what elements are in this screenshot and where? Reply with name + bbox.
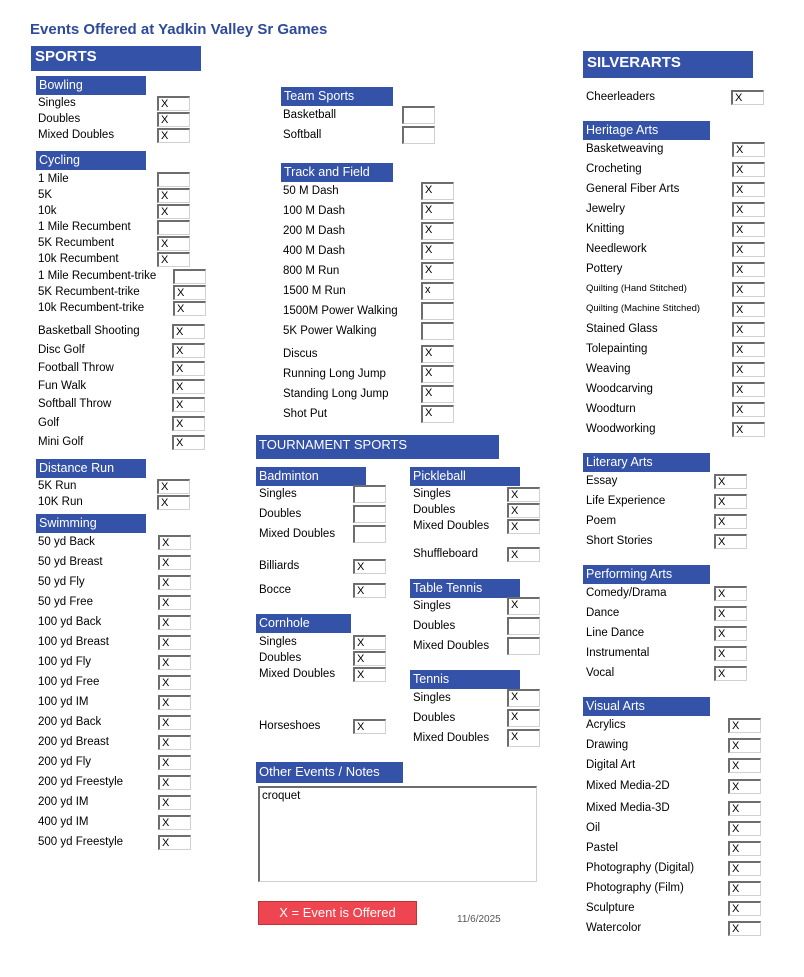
track-field-1500-m-run-label: 1500 M Run (283, 285, 346, 297)
heritage-arts-weaving-checkbox[interactable]: X (732, 362, 765, 377)
performing-arts-vocal-label: Vocal (586, 667, 615, 679)
visual-arts-photography-digital-label: Photography (Digital) (586, 862, 695, 874)
distance-run-10k-run-label: 10K Run (38, 496, 83, 508)
heritage-arts-knitting-label: Knitting (586, 223, 625, 235)
track-field-200-m-dash-label: 200 M Dash (283, 225, 346, 237)
shuffleboard-shuffleboard-checkbox[interactable]: X (507, 547, 540, 562)
bowling-singles-checkbox[interactable]: X (157, 96, 190, 111)
literary-arts-header: Literary Arts (583, 453, 710, 472)
track-field-5k-power-walking-label: 5K Power Walking (283, 325, 377, 337)
cycling-10k-checkbox[interactable]: X (157, 204, 190, 219)
cycling-1-mile-recumbent-checkbox[interactable] (157, 220, 190, 235)
misc-sports-softball-throw-label: Softball Throw (38, 398, 112, 410)
visual-arts-pastel-checkbox[interactable]: X (728, 841, 761, 856)
cycling-10k-label: 10k (38, 205, 57, 217)
misc-sports-fun-walk-checkbox[interactable]: X (172, 379, 205, 394)
billiards-bocce-bocce-checkbox[interactable]: X (353, 583, 386, 598)
track-field-1500m-power-walking-checkbox[interactable] (421, 302, 454, 320)
swimming-100-yd-back-label: 100 yd Back (38, 616, 102, 628)
heritage-arts-general-fiber-arts-label: General Fiber Arts (586, 183, 680, 195)
swimming-200-yd-back-checkbox[interactable]: X (158, 715, 191, 730)
performing-arts-header: Performing Arts (583, 565, 710, 584)
cycling-10k-recumbent-trike-label: 10k Recumbent-trike (38, 302, 145, 314)
cornhole-mixed-doubles-label: Mixed Doubles (259, 668, 336, 680)
pickleball-doubles-label: Doubles (413, 504, 456, 516)
visual-arts-header: Visual Arts (583, 697, 710, 716)
badminton-mixed-doubles-checkbox[interactable] (353, 525, 386, 543)
misc-sports-basketball-shooting-label: Basketball Shooting (38, 325, 140, 337)
heritage-arts-woodworking-checkbox[interactable]: X (732, 422, 765, 437)
cornhole-singles-label: Singles (259, 636, 297, 648)
track-field-running-long-jump-label: Running Long Jump (283, 368, 386, 380)
heritage-arts-quilting-hand-stitched-label: Quilting (Hand Stitched) (586, 283, 687, 294)
misc-sports-golf-checkbox[interactable]: X (172, 416, 205, 431)
badminton-singles-checkbox[interactable] (353, 485, 386, 503)
table-tennis-singles-label: Singles (413, 600, 451, 612)
document-date: 11/6/2025 (457, 914, 501, 925)
track-field-100-m-dash-checkbox[interactable]: X (421, 202, 454, 220)
misc-sports-football-throw-checkbox[interactable]: X (172, 361, 205, 376)
billiards-bocce-bocce-label: Bocce (259, 584, 291, 596)
billiards-bocce-billiards-checkbox[interactable]: X (353, 559, 386, 574)
cycling-1-mile-recumbent-trike-label: 1 Mile Recumbent-trike (38, 270, 157, 282)
heritage-arts-jewelry-checkbox[interactable]: X (732, 202, 765, 217)
swimming-50-yd-back-label: 50 yd Back (38, 536, 95, 548)
notes-header: Other Events / Notes (256, 762, 403, 783)
badminton-mixed-doubles-label: Mixed Doubles (259, 528, 336, 540)
swimming-200-yd-fly-checkbox[interactable]: X (158, 755, 191, 770)
pickleball-mixed-doubles-label: Mixed Doubles (413, 520, 490, 532)
misc-sports-mini-golf-checkbox[interactable]: X (172, 435, 205, 450)
swimming-50-yd-fly-checkbox[interactable]: X (158, 575, 191, 590)
cycling-10k-recumbent-label: 10k Recumbent (38, 253, 119, 265)
distance-run-header: Distance Run (36, 459, 146, 478)
track-field-discus-label: Discus (283, 348, 318, 360)
visual-arts-drawing-label: Drawing (586, 739, 629, 751)
distance-run-5k-run-label: 5K Run (38, 480, 77, 492)
track-field-200-m-dash-checkbox[interactable]: X (421, 222, 454, 240)
swimming-200-yd-freestyle-checkbox[interactable]: X (158, 775, 191, 790)
swimming-100-yd-breast-checkbox[interactable]: X (158, 635, 191, 650)
track-field-50-m-dash-checkbox[interactable]: X (421, 182, 454, 200)
sports-header: SPORTS (31, 46, 201, 71)
notes-field[interactable]: croquet (258, 786, 537, 882)
swimming-200-yd-back-label: 200 yd Back (38, 716, 102, 728)
track-field-shot-put-label: Shot Put (283, 408, 328, 420)
misc-sports-disc-golf-checkbox[interactable]: X (172, 343, 205, 358)
swimming-50-yd-free-checkbox[interactable]: X (158, 595, 191, 610)
bowling-mixed-doubles-label: Mixed Doubles (38, 129, 115, 141)
swimming-100-yd-im-checkbox[interactable]: X (158, 695, 191, 710)
literary-arts-short-stories-checkbox[interactable]: X (714, 534, 747, 549)
bowling-singles-label: Singles (38, 97, 76, 109)
visual-arts-watercolor-label: Watercolor (586, 922, 642, 934)
heritage-arts-woodturn-label: Woodturn (586, 403, 636, 415)
tennis-mixed-doubles-checkbox[interactable]: X (507, 729, 540, 747)
table-tennis-doubles-label: Doubles (413, 620, 456, 632)
page-title: Events Offered at Yadkin Valley Sr Games (30, 21, 328, 38)
track-field-header: Track and Field (281, 163, 393, 182)
bowling-header: Bowling (36, 76, 146, 95)
heritage-arts-woodcarving-label: Woodcarving (586, 383, 653, 395)
cycling-1-mile-label: 1 Mile (38, 173, 69, 185)
cornhole-doubles-label: Doubles (259, 652, 302, 664)
performing-arts-line-dance-label: Line Dance (586, 627, 645, 639)
cornhole-doubles-checkbox[interactable]: X (353, 651, 386, 666)
track-field-running-long-jump-checkbox[interactable]: X (421, 365, 454, 383)
heritage-arts-weaving-label: Weaving (586, 363, 631, 375)
swimming-header: Swimming (36, 514, 146, 533)
performing-arts-line-dance-checkbox[interactable]: X (714, 626, 747, 641)
swimming-50-yd-breast-label: 50 yd Breast (38, 556, 103, 568)
swimming-200-yd-fly-label: 200 yd Fly (38, 756, 92, 768)
team-sports-softball-label: Softball (283, 129, 322, 141)
visual-arts-digital-art-checkbox[interactable]: X (728, 758, 761, 773)
cycling-1-mile-checkbox[interactable] (157, 172, 190, 187)
performing-arts-comedy-drama-checkbox[interactable]: X (714, 586, 747, 601)
cycling-5k-recumbent-trike-checkbox[interactable]: X (173, 285, 206, 300)
literary-arts-poem-label: Poem (586, 515, 617, 527)
heritage-arts-basketweaving-label: Basketweaving (586, 143, 664, 155)
visual-arts-oil-checkbox[interactable]: X (728, 821, 761, 836)
heritage-arts-jewelry-label: Jewelry (586, 203, 625, 215)
performing-arts-instrumental-label: Instrumental (586, 647, 650, 659)
misc-sports-disc-golf-label: Disc Golf (38, 344, 85, 356)
table-tennis-mixed-doubles-label: Mixed Doubles (413, 640, 490, 652)
horseshoes-horseshoes-checkbox[interactable]: X (353, 719, 386, 734)
swimming-200-yd-im-label: 200 yd IM (38, 796, 89, 808)
swimming-50-yd-breast-checkbox[interactable]: X (158, 555, 191, 570)
visual-arts-mixed-media-3d-label: Mixed Media-3D (586, 802, 670, 814)
swimming-200-yd-im-checkbox[interactable]: X (158, 795, 191, 810)
misc-sports-football-throw-label: Football Throw (38, 362, 114, 374)
badminton-header: Badminton (256, 467, 366, 486)
swimming-50-yd-free-label: 50 yd Free (38, 596, 93, 608)
heritage-arts-general-fiber-arts-checkbox[interactable]: X (732, 182, 765, 197)
track-field-discus-checkbox[interactable]: X (421, 345, 454, 363)
heritage-arts-woodcarving-checkbox[interactable]: X (732, 382, 765, 397)
literary-arts-essay-label: Essay (586, 475, 618, 487)
cycling-header: Cycling (36, 151, 146, 170)
visual-arts-oil-label: Oil (586, 822, 601, 834)
swimming-100-yd-free-checkbox[interactable]: X (158, 675, 191, 690)
team-sports-basketball-checkbox[interactable] (402, 106, 435, 124)
swimming-100-yd-free-label: 100 yd Free (38, 676, 100, 688)
pickleball-singles-label: Singles (413, 488, 451, 500)
legend-offered: X = Event is Offered (258, 901, 417, 925)
tennis-doubles-checkbox[interactable]: X (507, 709, 540, 727)
pickleball-doubles-checkbox[interactable]: X (507, 503, 540, 518)
cycling-5k-recumbent-trike-label: 5K Recumbent-trike (38, 286, 140, 298)
visual-arts-drawing-checkbox[interactable]: X (728, 738, 761, 753)
visual-arts-acrylics-label: Acrylics (586, 719, 626, 731)
visual-arts-watercolor-checkbox[interactable]: X (728, 921, 761, 936)
visual-arts-mixed-media-2d-checkbox[interactable]: X (728, 779, 761, 794)
literary-arts-short-stories-label: Short Stories (586, 535, 653, 547)
pickleball-singles-checkbox[interactable]: X (507, 487, 540, 502)
visual-arts-sculpture-label: Sculpture (586, 902, 635, 914)
tennis-singles-label: Singles (413, 692, 451, 704)
heritage-arts-knitting-checkbox[interactable]: X (732, 222, 765, 237)
heritage-arts-woodworking-label: Woodworking (586, 423, 656, 435)
performing-arts-instrumental-checkbox[interactable]: X (714, 646, 747, 661)
bowling-mixed-doubles-checkbox[interactable]: X (157, 128, 190, 143)
visual-arts-acrylics-checkbox[interactable]: X (728, 718, 761, 733)
badminton-doubles-checkbox[interactable] (353, 505, 386, 523)
swimming-200-yd-breast-checkbox[interactable]: X (158, 735, 191, 750)
visual-arts-mixed-media-3d-checkbox[interactable]: X (728, 801, 761, 816)
table-tennis-singles-checkbox[interactable]: X (507, 597, 540, 615)
tournament-sports-header: TOURNAMENT SPORTS (256, 435, 499, 459)
swimming-50-yd-back-checkbox[interactable]: X (158, 535, 191, 550)
misc-sports-mini-golf-label: Mini Golf (38, 436, 84, 448)
swimming-200-yd-breast-label: 200 yd Breast (38, 736, 109, 748)
visual-arts-pastel-label: Pastel (586, 842, 618, 854)
cycling-10k-recumbent-trike-checkbox[interactable]: X (173, 301, 206, 316)
cornhole-mixed-doubles-checkbox[interactable]: X (353, 667, 386, 682)
table-tennis-doubles-checkbox[interactable] (507, 617, 540, 635)
cycling-5k-label: 5K (38, 189, 53, 201)
literary-arts-essay-checkbox[interactable]: X (714, 474, 747, 489)
tennis-singles-checkbox[interactable]: X (507, 689, 540, 707)
team-sports-basketball-label: Basketball (283, 109, 337, 121)
visual-arts-photography-film-label: Photography (Film) (586, 882, 684, 894)
cycling-5k-recumbent-checkbox[interactable]: X (157, 236, 190, 251)
swimming-100-yd-back-checkbox[interactable]: X (158, 615, 191, 630)
cornhole-header: Cornhole (256, 614, 351, 633)
visual-arts-mixed-media-2d-label: Mixed Media-2D (586, 780, 670, 792)
track-field-50-m-dash-label: 50 M Dash (283, 185, 339, 197)
heritage-arts-stained-glass-label: Stained Glass (586, 323, 658, 335)
misc-sports-basketball-shooting-checkbox[interactable]: X (172, 324, 205, 339)
swimming-100-yd-fly-label: 100 yd Fly (38, 656, 92, 668)
visual-arts-sculpture-checkbox[interactable]: X (728, 901, 761, 916)
heritage-arts-quilting-machine-stitched-label: Quilting (Machine Stitched) (586, 303, 701, 314)
track-field-1500m-power-walking-label: 1500M Power Walking (283, 305, 398, 317)
badminton-singles-label: Singles (259, 488, 297, 500)
distance-run-5k-run-checkbox[interactable]: X (157, 479, 190, 494)
cycling-5k-checkbox[interactable]: X (157, 188, 190, 203)
swimming-400-yd-im-checkbox[interactable]: X (158, 815, 191, 830)
cycling-10k-recumbent-checkbox[interactable]: X (157, 252, 190, 267)
tennis-mixed-doubles-label: Mixed Doubles (413, 732, 490, 744)
heritage-arts-crocheting-label: Crocheting (586, 163, 642, 175)
heritage-arts-basketweaving-checkbox[interactable]: X (732, 142, 765, 157)
track-field-standing-long-jump-label: Standing Long Jump (283, 388, 389, 400)
cheerleaders-cheerleaders-label: Cheerleaders (586, 91, 656, 103)
performing-arts-vocal-checkbox[interactable]: X (714, 666, 747, 681)
performing-arts-dance-checkbox[interactable]: X (714, 606, 747, 621)
heritage-arts-quilting-machine-stitched-checkbox[interactable]: X (732, 302, 765, 317)
table-tennis-mixed-doubles-checkbox[interactable] (507, 637, 540, 655)
horseshoes-horseshoes-label: Horseshoes (259, 720, 321, 732)
bowling-doubles-label: Doubles (38, 113, 81, 125)
swimming-100-yd-breast-label: 100 yd Breast (38, 636, 109, 648)
visual-arts-photography-film-checkbox[interactable]: X (728, 881, 761, 896)
track-field-standing-long-jump-checkbox[interactable]: X (421, 385, 454, 403)
heritage-arts-tolepainting-label: Tolepainting (586, 343, 648, 355)
heritage-arts-tolepainting-checkbox[interactable]: X (732, 342, 765, 357)
swimming-200-yd-freestyle-label: 200 yd Freestyle (38, 776, 124, 788)
badminton-doubles-label: Doubles (259, 508, 302, 520)
heritage-arts-quilting-hand-stitched-checkbox[interactable]: X (732, 282, 765, 297)
swimming-500-yd-freestyle-label: 500 yd Freestyle (38, 836, 124, 848)
heritage-arts-needlework-checkbox[interactable]: X (732, 242, 765, 257)
swimming-100-yd-fly-checkbox[interactable]: X (158, 655, 191, 670)
pickleball-mixed-doubles-checkbox[interactable]: X (507, 519, 540, 534)
cycling-5k-recumbent-label: 5K Recumbent (38, 237, 115, 249)
misc-sports-golf-label: Golf (38, 417, 60, 429)
team-sports-softball-checkbox[interactable] (402, 126, 435, 144)
heritage-arts-pottery-checkbox[interactable]: X (732, 262, 765, 277)
heritage-arts-woodturn-checkbox[interactable]: X (732, 402, 765, 417)
tennis-header: Tennis (410, 670, 520, 689)
heritage-arts-crocheting-checkbox[interactable]: X (732, 162, 765, 177)
literary-arts-life-experience-label: Life Experience (586, 495, 666, 507)
track-field-400-m-dash-label: 400 M Dash (283, 245, 346, 257)
cycling-1-mile-recumbent-trike-checkbox[interactable] (173, 269, 206, 284)
swimming-50-yd-fly-label: 50 yd Fly (38, 576, 85, 588)
performing-arts-dance-label: Dance (586, 607, 620, 619)
track-field-800-m-run-label: 800 M Run (283, 265, 340, 277)
track-field-400-m-dash-checkbox[interactable]: X (421, 242, 454, 260)
misc-sports-softball-throw-checkbox[interactable]: X (172, 397, 205, 412)
team-sports-header: Team Sports (281, 87, 393, 106)
visual-arts-digital-art-label: Digital Art (586, 759, 636, 771)
pickleball-header: Pickleball (410, 467, 520, 486)
heritage-arts-pottery-label: Pottery (586, 263, 623, 275)
shuffleboard-shuffleboard-label: Shuffleboard (413, 548, 479, 560)
heritage-arts-stained-glass-checkbox[interactable]: X (732, 322, 765, 337)
track-field-shot-put-checkbox[interactable]: X (421, 405, 454, 423)
cheerleaders-cheerleaders-checkbox[interactable]: X (731, 90, 764, 105)
distance-run-10k-run-checkbox[interactable]: X (157, 495, 190, 510)
table-tennis-header: Table Tennis (410, 579, 520, 598)
silverarts-header: SILVERARTS (583, 51, 753, 78)
billiards-bocce-billiards-label: Billiards (259, 560, 300, 572)
performing-arts-comedy-drama-label: Comedy/Drama (586, 587, 667, 599)
heritage-arts-header: Heritage Arts (583, 121, 710, 140)
swimming-400-yd-im-label: 400 yd IM (38, 816, 89, 828)
cornhole-singles-checkbox[interactable]: X (353, 635, 386, 650)
misc-sports-fun-walk-label: Fun Walk (38, 380, 87, 392)
literary-arts-life-experience-checkbox[interactable]: X (714, 494, 747, 509)
heritage-arts-needlework-label: Needlework (586, 243, 647, 255)
cycling-1-mile-recumbent-label: 1 Mile Recumbent (38, 221, 131, 233)
track-field-100-m-dash-label: 100 M Dash (283, 205, 346, 217)
swimming-100-yd-im-label: 100 yd IM (38, 696, 89, 708)
bowling-doubles-checkbox[interactable]: X (157, 112, 190, 127)
track-field-1500-m-run-checkbox[interactable]: x (421, 282, 454, 300)
swimming-500-yd-freestyle-checkbox[interactable]: X (158, 835, 191, 850)
literary-arts-poem-checkbox[interactable]: X (714, 514, 747, 529)
tennis-doubles-label: Doubles (413, 712, 456, 724)
track-field-800-m-run-checkbox[interactable]: X (421, 262, 454, 280)
visual-arts-photography-digital-checkbox[interactable]: X (728, 861, 761, 876)
track-field-5k-power-walking-checkbox[interactable] (421, 322, 454, 340)
